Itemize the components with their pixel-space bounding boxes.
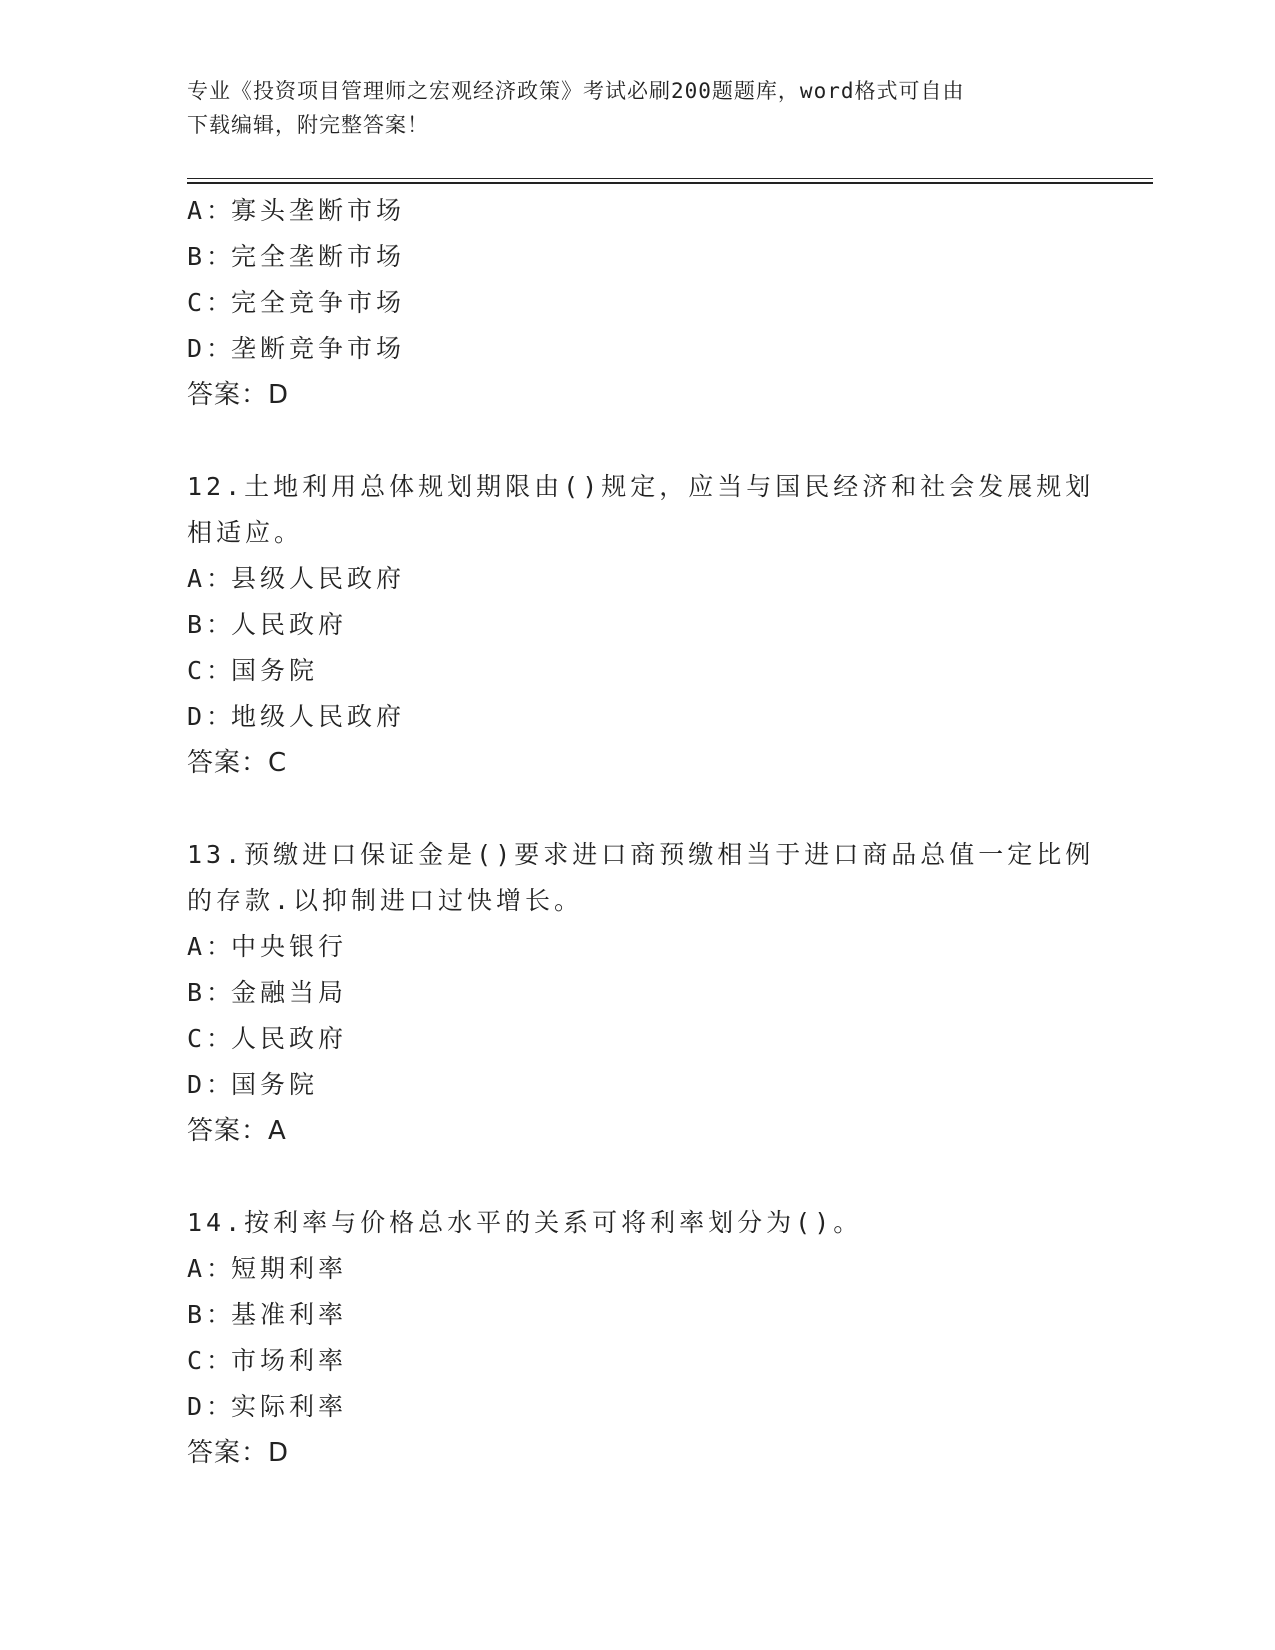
option-text: 完全垄断市场 (231, 242, 406, 271)
option-text: 人民政府 (231, 1024, 348, 1053)
question-block (187, 188, 1087, 418)
answer-key: 答案：D (187, 380, 290, 410)
option-text: 地级人民政府 (231, 702, 406, 731)
option-text: 短期利率 (231, 1254, 348, 1283)
answer-option (187, 1384, 1087, 1430)
option-letter: B： (187, 1300, 236, 1329)
header-line-2: 下载编辑，附完整答案！ (187, 113, 429, 137)
option-letter: C： (187, 1346, 236, 1375)
option-text: 金融当局 (231, 978, 348, 1007)
answer-key: 答案：C (187, 748, 288, 778)
option-text: 基准利率 (231, 1300, 348, 1329)
option-letter: A： (187, 564, 236, 593)
option-text: 国务院 (231, 656, 319, 685)
answer-option (187, 602, 1087, 648)
header-divider-thick (187, 182, 1153, 184)
question-block (187, 832, 1095, 1154)
option-letter: A： (187, 932, 236, 961)
question-text: 的存款.以抑制进口过快增长。 (187, 886, 584, 915)
question-list (187, 188, 1095, 1476)
option-letter: C： (187, 656, 236, 685)
answer-option (187, 648, 1087, 694)
answer-option (187, 1016, 1087, 1062)
answer-option (187, 924, 1087, 970)
option-letter: B： (187, 242, 236, 271)
option-letter: B： (187, 610, 236, 639)
answer-option (187, 234, 1087, 280)
question-block (187, 1200, 1087, 1476)
option-letter: D： (187, 1070, 236, 1099)
option-text: 县级人民政府 (231, 564, 406, 593)
answer-option (187, 1338, 1087, 1384)
option-letter: C： (187, 1024, 236, 1053)
answer-option (187, 326, 1087, 372)
question-block (187, 464, 1095, 786)
document-header (187, 74, 1067, 142)
option-letter: A： (187, 1254, 236, 1283)
option-letter: D： (187, 702, 236, 731)
answer-key: 答案：A (187, 1116, 287, 1146)
question-text: 13.预缴进口保证金是()要求进口商预缴相当于进口商品总值一定比例 (187, 840, 1095, 869)
answer-option (187, 970, 1087, 1016)
header-line-1: 专业《投资项目管理师之宏观经济政策》考试必刷200题题库，word格式可自由 (187, 79, 965, 103)
answer-option (187, 1292, 1087, 1338)
option-text: 垄断竞争市场 (231, 334, 406, 363)
option-text: 中央银行 (231, 932, 348, 961)
option-text: 国务院 (231, 1070, 319, 1099)
header-divider-thin (187, 178, 1153, 179)
answer-option (187, 1246, 1087, 1292)
answer-option (187, 280, 1087, 326)
question-text: 相适应。 (187, 518, 304, 547)
answer-option (187, 1062, 1087, 1108)
option-text: 人民政府 (231, 610, 348, 639)
option-letter: A： (187, 196, 236, 225)
question-text: 12.土地利用总体规划期限由()规定，应当与国民经济和社会发展规划 (187, 472, 1095, 501)
option-text: 完全竞争市场 (231, 288, 406, 317)
question-text: 14.按利率与价格总水平的关系可将利率划分为()。 (187, 1208, 863, 1237)
option-text: 寡头垄断市场 (231, 196, 406, 225)
answer-key: 答案：D (187, 1438, 290, 1468)
option-text: 实际利率 (231, 1392, 348, 1421)
option-text: 市场利率 (231, 1346, 348, 1375)
option-letter: B： (187, 978, 236, 1007)
answer-option (187, 694, 1087, 740)
answer-option (187, 188, 1087, 234)
option-letter: D： (187, 334, 236, 363)
option-letter: C： (187, 288, 236, 317)
answer-option (187, 556, 1087, 602)
option-letter: D： (187, 1392, 236, 1421)
